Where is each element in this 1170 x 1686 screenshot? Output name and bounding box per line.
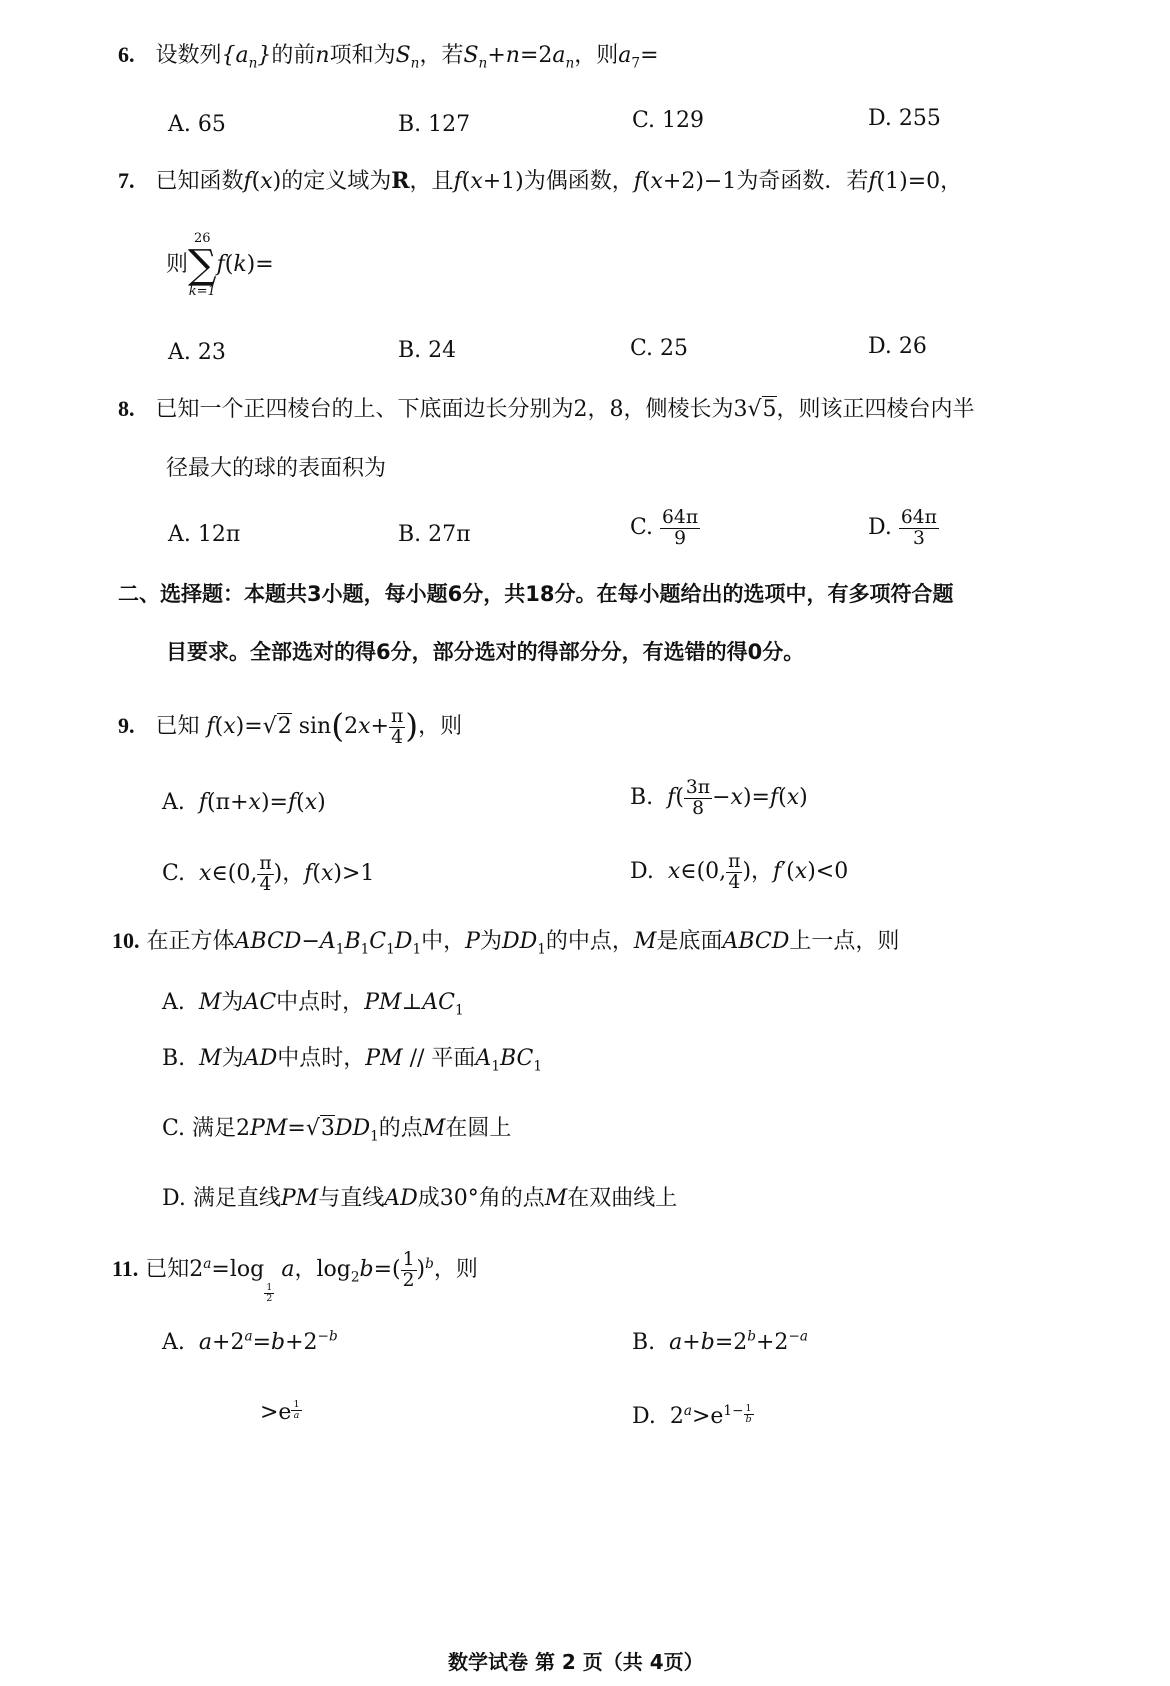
fraction: $\frac{64\pi}{3}$: [900, 507, 937, 549]
option-label: A.: [168, 112, 191, 137]
option-text: 127: [428, 112, 471, 137]
option-label: B.: [630, 785, 654, 811]
option-label: D.: [630, 859, 654, 885]
question-9-option-a: A. f(π+x)=f(x): [162, 790, 326, 815]
question-10-option-b: B. M为AD中点时，PM // 平面$A_1BC_1$: [162, 1046, 543, 1075]
option-text: 65: [197, 112, 226, 137]
fraction: $\frac{3\pi}{8}$: [685, 777, 711, 819]
question-number: 10.: [112, 928, 140, 953]
option-label: A.: [162, 790, 185, 815]
option-label: B.: [162, 1046, 186, 1071]
question-7-option-b: [398, 338, 456, 364]
question-6-option-a: [168, 112, 226, 138]
question-8-stem-2: 径最大的球的表面积为: [166, 456, 387, 481]
option-label: A.: [168, 340, 191, 365]
section-2-heading-2: 目要求。全部选对的得6分，部分选对的得部分分，有选错的得0分。: [166, 640, 805, 664]
question-6-option-d: [868, 106, 941, 132]
option-label: D.: [868, 334, 892, 359]
option-label: C.: [632, 108, 656, 133]
option-label: C.: [162, 1116, 186, 1141]
question-number: 6.: [118, 42, 135, 67]
option-label: C.: [162, 861, 186, 887]
question-6-option-b: [398, 112, 470, 138]
question-8-option-b: [398, 522, 471, 548]
question-7-option-d: [868, 334, 927, 360]
summation-symbol: 26 ∑ k=1: [188, 231, 217, 299]
question-11-option-c: >e $^{\frac{1}{a}}$: [260, 1399, 300, 1426]
question-number: 7.: [118, 168, 135, 193]
option-text: 23: [197, 340, 226, 365]
option-label: D.: [868, 515, 892, 541]
option-text: 255: [898, 106, 941, 131]
question-8-option-a: [168, 522, 240, 548]
question-6-option-c: [632, 108, 704, 134]
fraction: $\frac{\pi}{4}$: [259, 853, 272, 895]
option-label: A.: [162, 1330, 185, 1355]
option-label: D.: [632, 1404, 656, 1430]
option-text: 129: [662, 108, 705, 133]
question-number: 8.: [118, 396, 135, 421]
question-7-stem-2: 则 26 ∑ k=1 f(k)=: [166, 231, 274, 299]
question-10-option-a: A. M为AC中点时，$PM\perp AC_1$: [162, 990, 464, 1019]
fraction: $\frac{\pi}{4}$: [728, 851, 741, 893]
question-11-option-b: B. $a+b=2^b+2^{-a}$: [632, 1328, 808, 1355]
question-7-option-a: [168, 340, 226, 366]
option-text: 24: [428, 338, 457, 363]
question-6-stem: 6. 设数列$\{a_n\}$的前n项和为$S_n$，若$S_n+n=2a_n$，则$a_7=$: [118, 42, 659, 72]
question-9-option-c: C. x∈(0, $\frac{\pi}{4}$ )，f(x)>1: [162, 853, 375, 895]
question-9-option-d: D. x∈(0, $\frac{\pi}{4}$ )，f′(x)<0: [630, 851, 849, 893]
option-label: B.: [632, 1330, 656, 1355]
option-label: B.: [398, 522, 422, 547]
option-label: A.: [168, 522, 191, 547]
option-text: 12π: [197, 522, 241, 547]
option-label: C.: [630, 336, 654, 361]
question-8-stem: 8. 已知一个正四棱台的上、下底面边长分别为2，8，侧棱长为3√5，则该正四棱台内半: [118, 396, 975, 422]
option-text: 25: [660, 336, 689, 361]
question-11-option-a: A. $a+2^a=b+2^{-b}$: [162, 1328, 338, 1355]
fraction: $\frac{64\pi}{9}$: [662, 507, 699, 549]
option-text: 27π: [428, 522, 471, 547]
question-number: 11.: [112, 1256, 139, 1282]
question-number: 9.: [118, 713, 135, 739]
question-10-option-c: C. 满足$2PM=√3DD_1$的点M在圆上: [162, 1116, 512, 1145]
option-label: B.: [398, 112, 422, 137]
option-label: D.: [162, 1186, 186, 1211]
question-8-option-c: [630, 508, 700, 548]
question-9-option-b: B. f( $\frac{3\pi}{8}$ −x)=f(x): [630, 777, 808, 819]
option-label: C.: [630, 515, 654, 541]
section-2-heading: 二、选择题：本题共3小题，每小题6分，共18分。在每小题给出的选项中，有多项符合题: [118, 582, 954, 606]
question-11-option-d: D. $2^a>e^{1- \frac{1}{b}}$: [632, 1402, 752, 1430]
question-8-option-d: [868, 508, 939, 548]
option-label: A.: [162, 990, 185, 1015]
question-9-stem: 9. 已知 f(x)=√2 sin(2x+ $\frac{\pi}{4}$ )，则: [118, 705, 463, 748]
fraction: $\frac{\pi}{4}$: [390, 705, 404, 748]
option-text: 26: [898, 334, 927, 359]
option-label: D.: [868, 106, 892, 131]
question-7-stem: 7. 已知函数f(x)的定义域为R，且f(x+1)为偶函数，f(x+2)−1为奇函数．若f(1)=0，: [118, 168, 963, 194]
question-10-stem: 10. 在正方体$ABCD-A_1B_1C_1D_1$中，P为$DD_1$的中点，M是底面ABCD上一点，则: [112, 928, 900, 958]
option-label: B.: [398, 338, 422, 363]
question-10-option-d: D. 满足直线PM与直线AD成30°角的点M在双曲线上: [162, 1186, 678, 1211]
question-11-stem: 11. 已知$2^a=\log$ $_{\frac{1}{2}}$ a，$\log_2b=$( $\frac{1}{2}$ )$^b$，则: [112, 1249, 478, 1305]
page-footer: 数学试卷 第 2 页（共 4页）: [448, 1650, 704, 1674]
question-7-option-c: [630, 336, 688, 362]
fraction: $\frac{1}{2}$: [402, 1249, 415, 1291]
